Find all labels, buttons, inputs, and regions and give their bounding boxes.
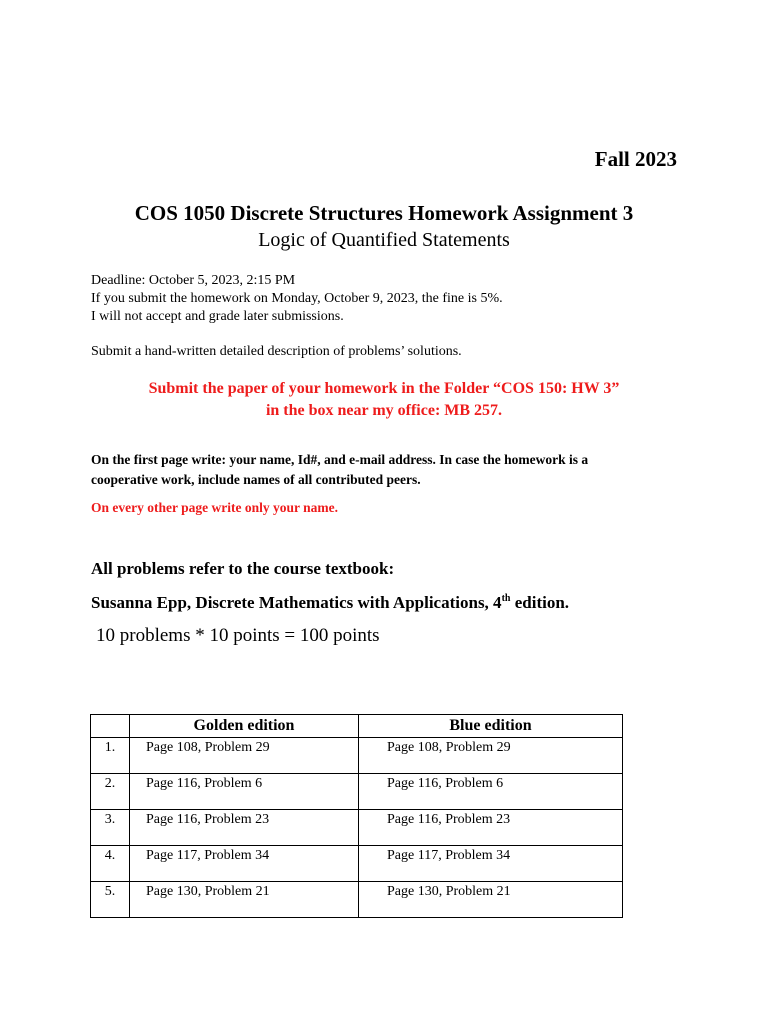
golden-reference: Page 116, Problem 6 xyxy=(130,774,359,810)
blue-reference: Page 116, Problem 23 xyxy=(359,810,623,846)
submission-notice-line-1: Submit the paper of your homework in the Folder “COS 150: HW 3” xyxy=(148,380,620,397)
points-summary: 10 problems * 10 points = 100 points xyxy=(96,625,380,646)
table-row xyxy=(91,810,623,846)
table-row xyxy=(91,846,623,882)
textbook-citation xyxy=(91,593,569,613)
handwritten-instruction: Submit a hand-written detailed description of problems’ solutions. xyxy=(91,344,462,359)
blue-reference: Page 130, Problem 21 xyxy=(359,882,623,918)
table-row xyxy=(91,738,623,774)
first-page-instruction-line-1: On the first page write: your name, Id#, and e-mail address. In case the homework is a xyxy=(91,452,589,467)
problem-number: 2. xyxy=(91,774,130,810)
blue-reference: Page 116, Problem 6 xyxy=(359,774,623,810)
table-row xyxy=(91,882,623,918)
blue-reference: Page 108, Problem 29 xyxy=(359,738,623,774)
header-number xyxy=(91,715,130,738)
problem-number: 5. xyxy=(91,882,130,918)
no-later-submissions-text: I will not accept and grade later submissions. xyxy=(91,309,344,324)
textbook-citation-suffix: edition. xyxy=(510,593,570,612)
golden-reference: Page 130, Problem 21 xyxy=(130,882,359,918)
assignment-subtitle: Logic of Quantified Statements xyxy=(258,229,510,251)
problems-table xyxy=(90,714,623,918)
other-pages-instruction: On every other page write only your name. xyxy=(91,500,338,515)
problem-number: 1. xyxy=(91,738,130,774)
submission-notice-line-2: in the box near my office: MB 257. xyxy=(265,402,503,419)
textbook-citation-main: Susanna Epp, Discrete Mathematics with Applications, 4 xyxy=(91,593,502,612)
assignment-title: COS 1050 Discrete Structures Homework Assignment 3 xyxy=(134,201,634,225)
header-golden-edition: Golden edition xyxy=(130,715,359,738)
golden-reference: Page 116, Problem 23 xyxy=(130,810,359,846)
problem-number: 3. xyxy=(91,810,130,846)
textbook-edition-superscript: th xyxy=(501,593,511,604)
golden-reference: Page 117, Problem 34 xyxy=(130,846,359,882)
deadline-text: Deadline: October 5, 2023, 2:15 PM xyxy=(91,273,296,288)
first-page-instruction-line-2: cooperative work, include names of all contributed peers. xyxy=(91,472,421,487)
blue-reference: Page 117, Problem 34 xyxy=(359,846,623,882)
table-header-row xyxy=(91,715,623,738)
textbook-intro: All problems refer to the course textbook: xyxy=(91,559,395,578)
problem-number: 4. xyxy=(91,846,130,882)
late-policy-text: If you submit the homework on Monday, October 9, 2023, the fine is 5%. xyxy=(91,291,503,306)
header-blue-edition: Blue edition xyxy=(359,715,623,738)
golden-reference: Page 108, Problem 29 xyxy=(130,738,359,774)
semester-label: Fall 2023 xyxy=(594,147,677,171)
table-row xyxy=(91,774,623,810)
